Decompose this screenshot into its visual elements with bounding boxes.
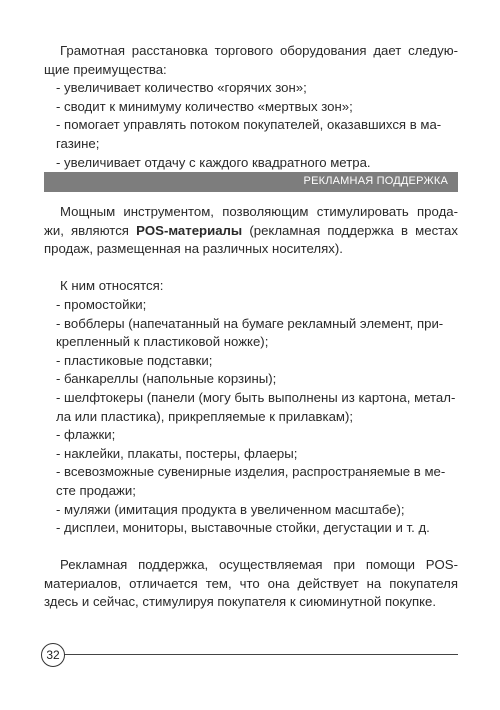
- pos-item-continued: крепленный к пластиковой ножке);: [56, 334, 269, 350]
- pos-paragraph: [44, 203, 458, 259]
- pos-section: [44, 203, 458, 612]
- pos-item-continued: сте продажи;: [56, 482, 136, 498]
- pos-item: - дисплеи, мониторы, выставочные стойки, дегустации и т. д.: [56, 520, 430, 536]
- pos-item: - шелфтокеры (панели (могу быть выполнены из картона, метал-: [56, 389, 456, 405]
- pos-item: - флажки;: [56, 427, 116, 443]
- pos-item: - всевозможные сувенирные изделия, распространяемые в ме-: [56, 464, 446, 480]
- pos-item: - муляжи (имитация продукта в увеличенном масштабе);: [56, 501, 405, 517]
- spacer: [44, 259, 458, 278]
- pos-paragraph-start: Мощным инструментом, позволяющим стимулировать прода-жи, являются: [44, 204, 458, 238]
- intro-item: - увеличивает количество «горячих зон»;: [56, 80, 307, 96]
- section-header-bar: [44, 172, 458, 192]
- pos-paragraph-end: (рекламная поддержка в местах продаж, размещенная на различных носителях).: [44, 222, 458, 257]
- intro-section: [44, 42, 458, 172]
- pos-item: - промостойки;: [56, 296, 147, 312]
- pos-term: POS-материалы: [136, 222, 243, 238]
- intro-item: - увеличивает отдачу с каждого квадратного метра.: [56, 154, 371, 170]
- pos-item-continued: ла или пластика), прикрепляемые к прилавкам);: [56, 408, 354, 424]
- pos-item: - банкареллы (напольные корзины);: [56, 371, 277, 387]
- closing-paragraph: Рекламная поддержка, осуществляемая при помощи POS-материалов, отличается тем, что она действует на покупателя здесь и сейчас, стимулируя покупателя к сиюминутной покупке.: [44, 557, 458, 610]
- spacer: [44, 538, 458, 557]
- section-title: РЕКЛАМНАЯ ПОДДЕРЖКА: [303, 175, 448, 187]
- page-number: 32: [41, 643, 65, 667]
- pos-item: - пластиковые подставки;: [56, 352, 213, 368]
- pos-item: - вобблеры (напечатанный на бумаге рекламный элемент, при-: [56, 315, 444, 331]
- intro-item-continued: газине;: [56, 135, 100, 151]
- pos-item: - наклейки, плакаты, постеры, флаеры;: [56, 445, 298, 461]
- pos-list-intro: К ним относятся:: [60, 278, 164, 294]
- intro-lead: Грамотная расстановка торгового оборудования дает следую-щие преимущества:: [44, 43, 458, 77]
- intro-item: - сводит к минимуму количество «мертвых зон»;: [56, 98, 353, 114]
- footer-rule: [62, 654, 458, 655]
- intro-item: - помогает управлять потоком покупателей, оказавшихся в ма-: [56, 117, 442, 133]
